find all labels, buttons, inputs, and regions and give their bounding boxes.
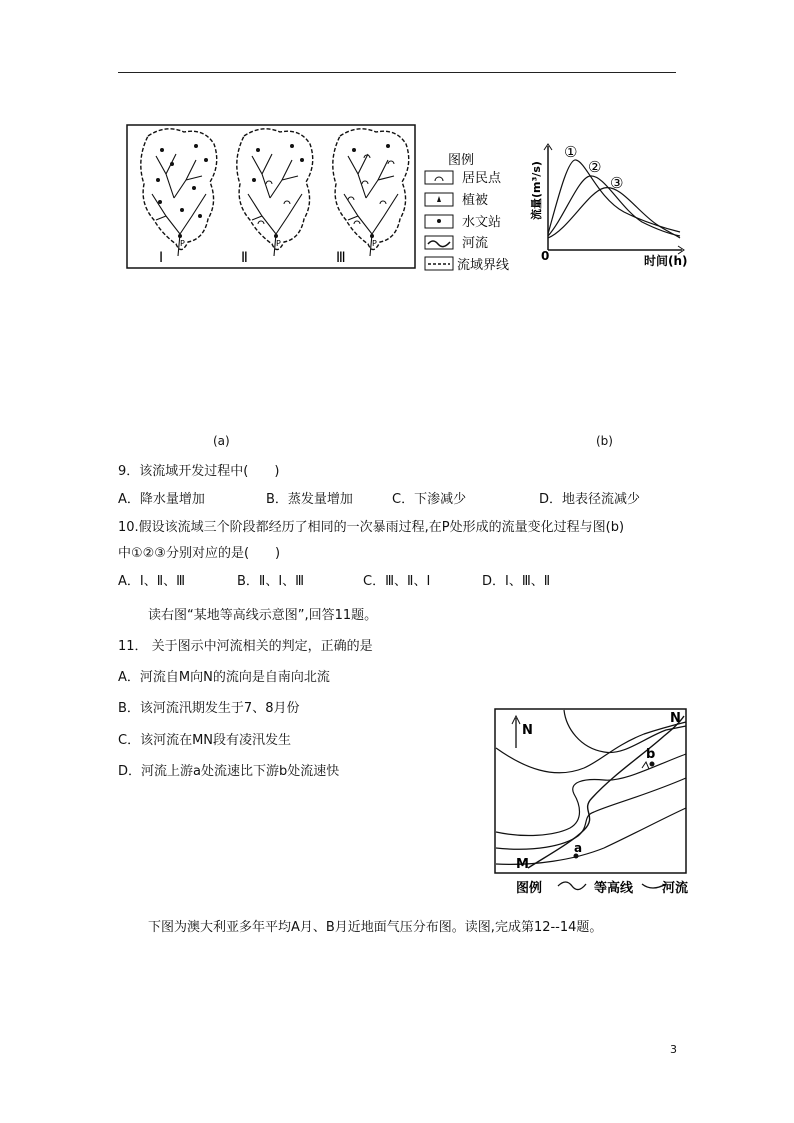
legend-boundary: 流域界线 [457,258,510,273]
q10-option-c: C．Ⅲ、Ⅱ、Ⅰ [363,574,431,589]
legend-station: 水文站 [462,215,502,230]
legend-settlement: 居民点 [462,171,502,186]
y-axis-label: 流量(m³/s) [530,161,543,220]
outlet-label-1: P [180,239,185,248]
curve-label-1: ① [564,143,578,161]
point-label-n: N [670,711,681,726]
outlet-label-2: P [276,239,281,248]
basin-stage-2 [237,129,313,256]
basin-stage-3 [333,129,409,256]
legend-river: 河流 [462,236,489,251]
legend-river-c: 河流 [662,881,688,896]
stage-label-1: Ⅰ [159,250,164,266]
q10-option-b: B．Ⅱ、Ⅰ、Ⅲ [237,574,305,589]
q9-option-b: B．蒸发量增加 [266,492,353,507]
map-legend-title: 图例 [516,881,543,896]
q11-option-b: B．该河流汛期发生于7、8月份 [118,701,300,716]
curve-label-2: ② [588,158,602,176]
caption-b: (b) [596,434,613,448]
point-label-b: b [646,747,656,762]
point-label-a: a [574,841,583,855]
q11-option-c: C．该河流在MN段有凌汛发生 [118,733,292,748]
q9-stem: 9．该流域开发过程中( ) [118,464,280,479]
legend-contour: 等高线 [594,881,634,896]
legend-title: 图例 [448,153,475,168]
q10-stem-line2: 中①②③分别对应的是( ) [118,546,281,561]
stage-label-2: Ⅱ [241,250,248,266]
stage-label-3: Ⅲ [336,250,346,266]
curve-label-3: ③ [610,174,624,192]
caption-a: (a) [213,434,230,448]
q11-intro: 读右图“某地等高线示意图”,回答11题。 [148,608,378,623]
origin-label: 0 [541,249,550,263]
q11-option-d: D．河流上游a处流速比下游b处流速快 [118,764,340,779]
page-number: 3 [670,1043,677,1056]
q9-option-d: D．地表径流减少 [539,492,641,507]
header-rule [118,72,676,73]
figure-a-basins [126,124,518,276]
q10-option-d: D．Ⅰ、Ⅲ、Ⅱ [482,574,551,589]
outlet-label-3: P [372,239,377,248]
q12-intro: 下图为澳大利亚多年平均A月、B月近地面气压分布图。读图,完成第12--14题。 [148,920,603,935]
figure-b-hydrograph [524,138,694,270]
point-label-m: M [516,857,529,872]
legend-vegetation: 植被 [462,193,489,208]
point-b [650,762,655,767]
q11-stem: 11． 关于图示中河流相关的判定，正确的是 [118,639,373,654]
q11-option-a: A．河流自M向N的流向是自南向北流 [118,670,330,685]
x-axis-label: 时间(h) [644,254,688,268]
q10-stem-line1: 10.假设该流域三个阶段都经历了相同的一次暴雨过程,在P处形成的流量变化过程与图(b) [118,520,625,535]
q10-option-a: A．Ⅰ、Ⅱ、Ⅲ [118,574,186,589]
legend-contour-icon [558,882,586,890]
q9-option-a: A．降水量增加 [118,492,205,507]
q9-option-c: C．下渗减少 [392,492,467,507]
river-line [528,716,684,868]
basin-stage-1 [141,129,217,256]
north-label: N [522,723,533,738]
figure-c-contour-map [494,708,688,902]
